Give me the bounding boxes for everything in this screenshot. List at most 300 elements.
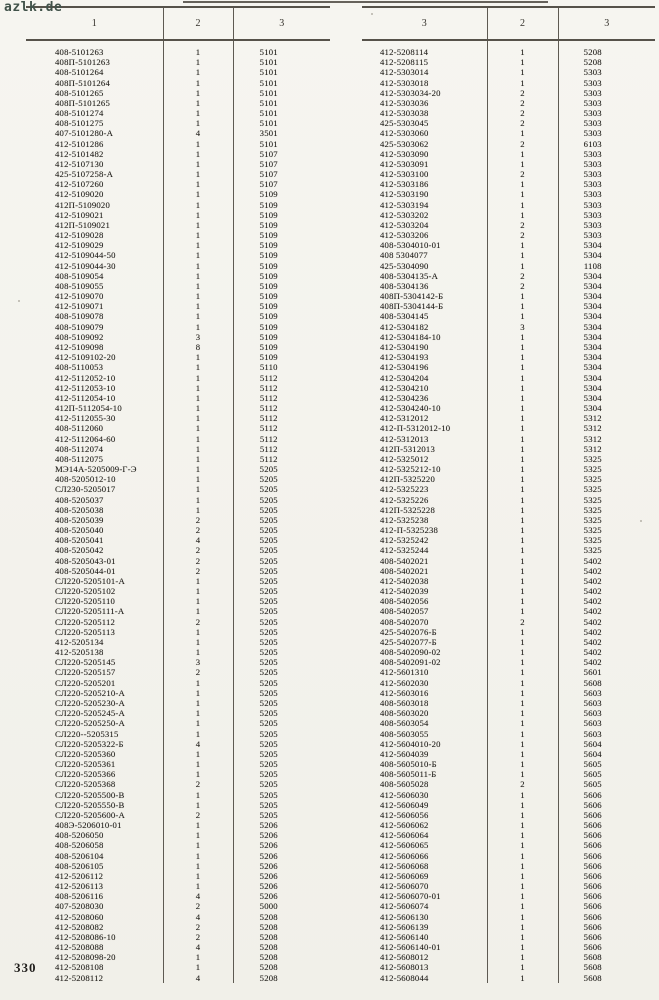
table-cell: СЛ220-5205500-В — [55, 789, 125, 800]
table-row — [26, 332, 330, 342]
table-cell: 1 — [487, 851, 558, 861]
table-row — [362, 189, 655, 199]
table-row — [362, 556, 655, 566]
table-cell: 408-5402021 — [380, 565, 429, 576]
table-cell: 412-5206112 — [55, 870, 104, 881]
table-cell: 5208 — [233, 973, 330, 983]
table-cell: 5606 — [558, 851, 655, 861]
table-cell: 412-5205134 — [55, 636, 104, 647]
table-cell: 5606 — [558, 800, 655, 810]
table-cell: 1 — [163, 250, 233, 260]
table-row — [26, 840, 330, 850]
table-cell: 412-5304193 — [380, 352, 429, 363]
table-row — [362, 118, 655, 128]
table-cell: 425-5303045 — [380, 118, 429, 129]
table-cell: 412-5325238 — [380, 514, 429, 525]
table-cell: 2 — [163, 556, 233, 566]
table-row — [362, 200, 655, 210]
table-row — [362, 332, 655, 342]
table-cell: 5325 — [558, 535, 655, 545]
table-cell: 1 — [163, 40, 233, 57]
table-body-right — [362, 40, 655, 983]
table-row — [26, 149, 330, 159]
table-cell: 5208 — [233, 922, 330, 932]
table-cell: 1 — [163, 790, 233, 800]
table-cell: 5303 — [558, 200, 655, 210]
table-cell: 5205 — [233, 739, 330, 749]
table-cell: 412-5101482 — [55, 148, 104, 159]
table-cell: 1 — [487, 535, 558, 545]
table-cell: 5101 — [233, 40, 330, 57]
table-row — [362, 464, 655, 474]
table-row — [362, 362, 655, 372]
table-row — [26, 881, 330, 891]
table-cell: 5109 — [233, 322, 330, 332]
table-cell: 1 — [163, 210, 233, 220]
table-cell: 5205 — [233, 474, 330, 484]
table-row — [362, 413, 655, 423]
table-cell: 5304 — [558, 301, 655, 311]
table-row — [362, 667, 655, 677]
table-row — [26, 749, 330, 759]
table-cell: 1 — [487, 464, 558, 474]
table-cell: 5205 — [233, 779, 330, 789]
table-cell: 5325 — [558, 484, 655, 494]
table-cell: 412-П-5325238 — [380, 525, 439, 536]
table-cell: 412-5606064 — [380, 830, 429, 841]
table-cell: 5101 — [233, 88, 330, 98]
table-cell: 407-5208030 — [55, 901, 104, 912]
table-cell: 1 — [163, 403, 233, 413]
table-cell: 5606 — [558, 922, 655, 932]
table-cell: 412-5112052-10 — [55, 372, 116, 383]
table-cell: 5605 — [558, 769, 655, 779]
table-row — [362, 739, 655, 749]
table-row — [362, 484, 655, 494]
table-cell: СЛ220--5205315 — [55, 728, 119, 739]
table-cell: 412-5606140 — [380, 931, 429, 942]
table-cell: 5304 — [558, 271, 655, 281]
table-row — [26, 647, 330, 657]
table-cell: 5206 — [233, 851, 330, 861]
table-cell: 1 — [487, 240, 558, 250]
table-row — [26, 139, 330, 149]
table-row — [26, 108, 330, 118]
table-cell: 1 — [163, 464, 233, 474]
table-cell: 1 — [487, 576, 558, 586]
table-cell: 1 — [487, 393, 558, 403]
table-cell: 1 — [487, 698, 558, 708]
table-row — [362, 403, 655, 413]
table-cell: 1 — [487, 474, 558, 484]
table-row — [26, 545, 330, 555]
table-row — [26, 495, 330, 505]
table-cell: 5205 — [233, 790, 330, 800]
table-cell: 412-П-5312012-10 — [380, 423, 451, 434]
table-cell: СЛ220-5205113 — [55, 626, 116, 637]
table-cell: 5303 — [558, 67, 655, 77]
table-cell: 5205 — [233, 749, 330, 759]
table-row — [26, 342, 330, 352]
table-cell: 408-5605028 — [380, 779, 429, 790]
table-cell: 2 — [163, 566, 233, 576]
table-cell: СЛ220-5205366 — [55, 769, 116, 780]
table-cell: 412-5304196 — [380, 362, 429, 373]
table-cell: 408-5402056 — [380, 596, 429, 607]
table-cell: 1 — [163, 596, 233, 606]
table-row — [362, 128, 655, 138]
table-cell: 5109 — [233, 281, 330, 291]
table-row — [362, 820, 655, 830]
table-cell: СЛ220-5205145 — [55, 657, 116, 668]
table-cell: 5109 — [233, 311, 330, 321]
table-cell: 2 — [487, 779, 558, 789]
table-cell: 1 — [487, 515, 558, 525]
table-cell: 408-5205037 — [55, 494, 104, 505]
table-cell: 412-5402039 — [380, 586, 429, 597]
table-cell: 5208 — [233, 942, 330, 952]
table-row — [26, 901, 330, 911]
column-header-1: 1 — [26, 7, 163, 40]
table-row — [26, 657, 330, 667]
table-cell: 412-5112053-10 — [55, 382, 116, 393]
table-row — [26, 57, 330, 67]
table-cell: 412-5312013 — [380, 433, 429, 444]
table-row — [362, 759, 655, 769]
table-cell: 5606 — [558, 810, 655, 820]
table-cell: 1 — [163, 851, 233, 861]
table-row — [26, 891, 330, 901]
table-cell: 1 — [487, 545, 558, 555]
table-row — [362, 210, 655, 220]
table-cell: 2 — [487, 108, 558, 118]
table-cell: 408-5109078 — [55, 311, 104, 322]
table-cell: 412-5303038 — [380, 108, 429, 119]
table-cell: 1 — [163, 179, 233, 189]
table-cell: СЛ230-5205017 — [55, 484, 116, 495]
table-row — [26, 790, 330, 800]
table-cell: 1 — [487, 423, 558, 433]
table-row — [362, 932, 655, 942]
table-cell: 412-5303091 — [380, 158, 429, 169]
table-row — [362, 220, 655, 230]
table-cell: 2 — [487, 98, 558, 108]
table-cell: 412-5112064-60 — [55, 433, 116, 444]
table-row — [362, 708, 655, 718]
table-cell: 5109 — [233, 291, 330, 301]
table-cell: 1 — [487, 627, 558, 637]
table-cell: 5205 — [233, 708, 330, 718]
table-cell: 5109 — [233, 230, 330, 240]
table-cell: 5208 — [558, 40, 655, 57]
table-cell: 1 — [487, 718, 558, 728]
table-row — [362, 779, 655, 789]
table-header-left — [26, 7, 330, 40]
table-cell: 1 — [487, 362, 558, 372]
table-row — [26, 179, 330, 189]
table-cell: 5606 — [558, 942, 655, 952]
table-row — [362, 678, 655, 688]
table-cell: 5110 — [233, 362, 330, 372]
table-cell: 5303 — [558, 128, 655, 138]
table-cell: 5205 — [233, 596, 330, 606]
table-cell: 1 — [163, 800, 233, 810]
table-cell: 1 — [163, 444, 233, 454]
table-cell: 5206 — [233, 830, 330, 840]
table-cell: 1 — [487, 67, 558, 77]
table-cell: 408-5205044-01 — [55, 565, 116, 576]
table-row — [26, 423, 330, 433]
table-cell: 408-5304135-А — [380, 270, 439, 281]
table-cell: 408-5205039 — [55, 514, 104, 525]
table-row — [26, 118, 330, 128]
table-cell: 408-5206105 — [55, 860, 104, 871]
table-cell: 408-5206058 — [55, 840, 104, 851]
table-cell: 412-5608044 — [380, 972, 429, 983]
table-cell: 1 — [163, 840, 233, 850]
table-cell: 5606 — [558, 861, 655, 871]
table-cell: 5208 — [233, 912, 330, 922]
table-cell: 5605 — [558, 779, 655, 789]
table-cell: 1 — [487, 647, 558, 657]
table-row — [362, 871, 655, 881]
table-row — [362, 800, 655, 810]
table-cell: 412-5107260 — [55, 179, 104, 190]
table-cell: 408-5205042 — [55, 545, 104, 556]
table-cell: 5608 — [558, 962, 655, 972]
table-row — [362, 962, 655, 972]
table-row — [26, 576, 330, 586]
table-cell: 5601 — [558, 667, 655, 677]
table-cell: 5101 — [233, 98, 330, 108]
table-cell: 408 5304077 — [380, 250, 428, 261]
table-cell: 1 — [487, 637, 558, 647]
table-cell: 412-5205138 — [55, 647, 104, 658]
table-cell: 5303 — [558, 78, 655, 88]
table-cell: 1 — [487, 57, 558, 67]
table-cell: 5109 — [233, 301, 330, 311]
table-cell: 5608 — [558, 678, 655, 688]
table-cell: СЛ220-5205361 — [55, 759, 116, 770]
table-cell: 5603 — [558, 718, 655, 728]
table-cell: СЛ220-5205550-В — [55, 799, 125, 810]
table-row — [362, 952, 655, 962]
table-cell: 408-5603054 — [380, 718, 429, 729]
table-row — [362, 444, 655, 454]
table-row — [362, 98, 655, 108]
table-cell: 5112 — [233, 403, 330, 413]
table-row — [26, 311, 330, 321]
table-row — [26, 922, 330, 932]
table-cell: 1 — [163, 98, 233, 108]
table-row — [362, 596, 655, 606]
table-cell: 1 — [163, 159, 233, 169]
table-cell: 1 — [163, 271, 233, 281]
table-cell: 412-5402038 — [380, 575, 429, 586]
table-row — [26, 586, 330, 596]
table-cell: 1 — [487, 830, 558, 840]
table-cell: 408-5205038 — [55, 504, 104, 515]
table-cell: 412-5208112 — [55, 972, 104, 983]
table-cell: 5304 — [558, 373, 655, 383]
table-cell: СЛ220-5205230-А — [55, 698, 125, 708]
table-row — [26, 88, 330, 98]
table-cell: 412-5101286 — [55, 138, 104, 149]
table-cell: 1 — [163, 189, 233, 199]
table-cell: 5112 — [233, 383, 330, 393]
table-cell: 1 — [163, 383, 233, 393]
table-cell: 408-5205043-01 — [55, 555, 116, 566]
table-cell: 412-5606069 — [380, 870, 429, 881]
table-cell: 5303 — [558, 179, 655, 189]
table-cell: 5107 — [233, 179, 330, 189]
table-cell: 1 — [163, 311, 233, 321]
table-cell: 408-5402021 — [380, 555, 429, 566]
table-cell: 5208 — [233, 952, 330, 962]
table-cell: 2 — [163, 545, 233, 555]
table-row — [362, 474, 655, 484]
table-cell: 5101 — [233, 78, 330, 88]
table-row — [362, 301, 655, 311]
scan-artifact-line — [183, 1, 548, 3]
table-cell: 1 — [487, 932, 558, 942]
table-cell: 5205 — [233, 729, 330, 739]
table-row — [362, 261, 655, 271]
table-cell: 408-5112074 — [55, 443, 104, 454]
table-row — [362, 383, 655, 393]
table-row — [362, 108, 655, 118]
table-row — [362, 250, 655, 260]
table-cell: 1 — [487, 708, 558, 718]
table-cell: 5304 — [558, 250, 655, 260]
table-cell: 5109 — [233, 210, 330, 220]
table-cell: 1 — [487, 952, 558, 962]
table-cell: 412-5325223 — [380, 484, 429, 495]
table-cell: 412-5606074 — [380, 901, 429, 912]
table-cell: 1108 — [558, 261, 655, 271]
table-cell: 1 — [487, 820, 558, 830]
table-row — [26, 230, 330, 240]
table-cell: 5205 — [233, 759, 330, 769]
table-cell: 5304 — [558, 311, 655, 321]
table-cell: 5402 — [558, 606, 655, 616]
column-header-3: 3 — [233, 7, 330, 40]
table-cell: 408П-5304142-Б — [380, 291, 444, 302]
table-cell: 408Э-5206010-01 — [55, 820, 122, 831]
table-row — [26, 505, 330, 515]
table-row — [26, 718, 330, 728]
table-cell: 5304 — [558, 362, 655, 372]
table-row — [26, 779, 330, 789]
table-cell: 1 — [487, 159, 558, 169]
table-cell: 3 — [487, 322, 558, 332]
table-body-left — [26, 40, 330, 983]
table-cell: 1 — [163, 78, 233, 88]
table-cell: 5325 — [558, 545, 655, 555]
header-row — [26, 7, 330, 40]
table-cell: 1 — [163, 423, 233, 433]
table-cell: 408-5603020 — [380, 708, 429, 719]
table-cell: 1 — [487, 413, 558, 423]
table-cell: СЛ220-5205245-А — [55, 708, 125, 719]
table-cell: 412-5303034-20 — [380, 87, 441, 98]
table-cell: 1 — [163, 139, 233, 149]
table-cell: 5402 — [558, 586, 655, 596]
table-cell: 1 — [163, 362, 233, 372]
table-cell: 5112 — [233, 444, 330, 454]
table-cell: 412-5304190 — [380, 341, 429, 352]
table-cell: 1 — [163, 57, 233, 67]
table-cell: 1 — [487, 556, 558, 566]
table-cell: 5205 — [233, 525, 330, 535]
table-cell: 1 — [163, 169, 233, 179]
table-cell: 5312 — [558, 423, 655, 433]
table-cell: 5205 — [233, 769, 330, 779]
table-cell: 1 — [163, 484, 233, 494]
table-cell: 1 — [487, 739, 558, 749]
table-cell: 5109 — [233, 189, 330, 199]
table-row — [362, 657, 655, 667]
table-cell: 408-5101263 — [55, 47, 104, 57]
table-cell: 412-5325012 — [380, 453, 429, 464]
table-row — [362, 352, 655, 362]
table-cell: СЛ220-5205210-А — [55, 687, 125, 698]
table-cell: 412-5107130 — [55, 158, 104, 169]
table-cell: 5304 — [558, 281, 655, 291]
table-row — [362, 525, 655, 535]
table-row — [362, 942, 655, 952]
table-cell: 5109 — [233, 240, 330, 250]
table-cell: 5304 — [558, 240, 655, 250]
table-row — [362, 840, 655, 850]
table-cell: 5205 — [233, 678, 330, 688]
table-row — [362, 922, 655, 932]
table-cell: 5606 — [558, 912, 655, 922]
table-row — [26, 637, 330, 647]
table-cell: 412-5109070 — [55, 291, 104, 302]
table-cell: 4 — [163, 535, 233, 545]
table-cell: 5205 — [233, 545, 330, 555]
table-cell: 412-5109044-50 — [55, 250, 116, 261]
table-cell: 5112 — [233, 434, 330, 444]
table-row — [26, 678, 330, 688]
table-cell: 408-5402091-02 — [380, 657, 441, 668]
table-cell: 2 — [163, 779, 233, 789]
table-cell: 408-5605010-Б — [380, 759, 437, 770]
table-row — [362, 342, 655, 352]
table-cell: 5101 — [233, 118, 330, 128]
table-cell: 2 — [487, 271, 558, 281]
table-cell: 412-5601310 — [380, 667, 429, 678]
table-cell: 412-5303036 — [380, 97, 429, 108]
table-cell: 5304 — [558, 291, 655, 301]
table-cell: 1 — [487, 596, 558, 606]
table-row — [26, 932, 330, 942]
table-cell: 408П-5101265 — [55, 97, 111, 108]
table-cell: 1 — [163, 759, 233, 769]
table-cell: 1 — [487, 505, 558, 515]
table-cell: 5208 — [233, 932, 330, 942]
table-cell: 5303 — [558, 98, 655, 108]
table-cell: 408-5402070 — [380, 616, 429, 627]
table-cell: 412-5304182 — [380, 321, 429, 332]
table-row — [26, 271, 330, 281]
table-cell: 412-5608012 — [380, 952, 429, 963]
column-header-2: 2 — [163, 7, 233, 40]
table-row — [26, 67, 330, 77]
table-cell: 408-5109054 — [55, 270, 104, 281]
table-cell: 412П-5109020 — [55, 199, 111, 210]
